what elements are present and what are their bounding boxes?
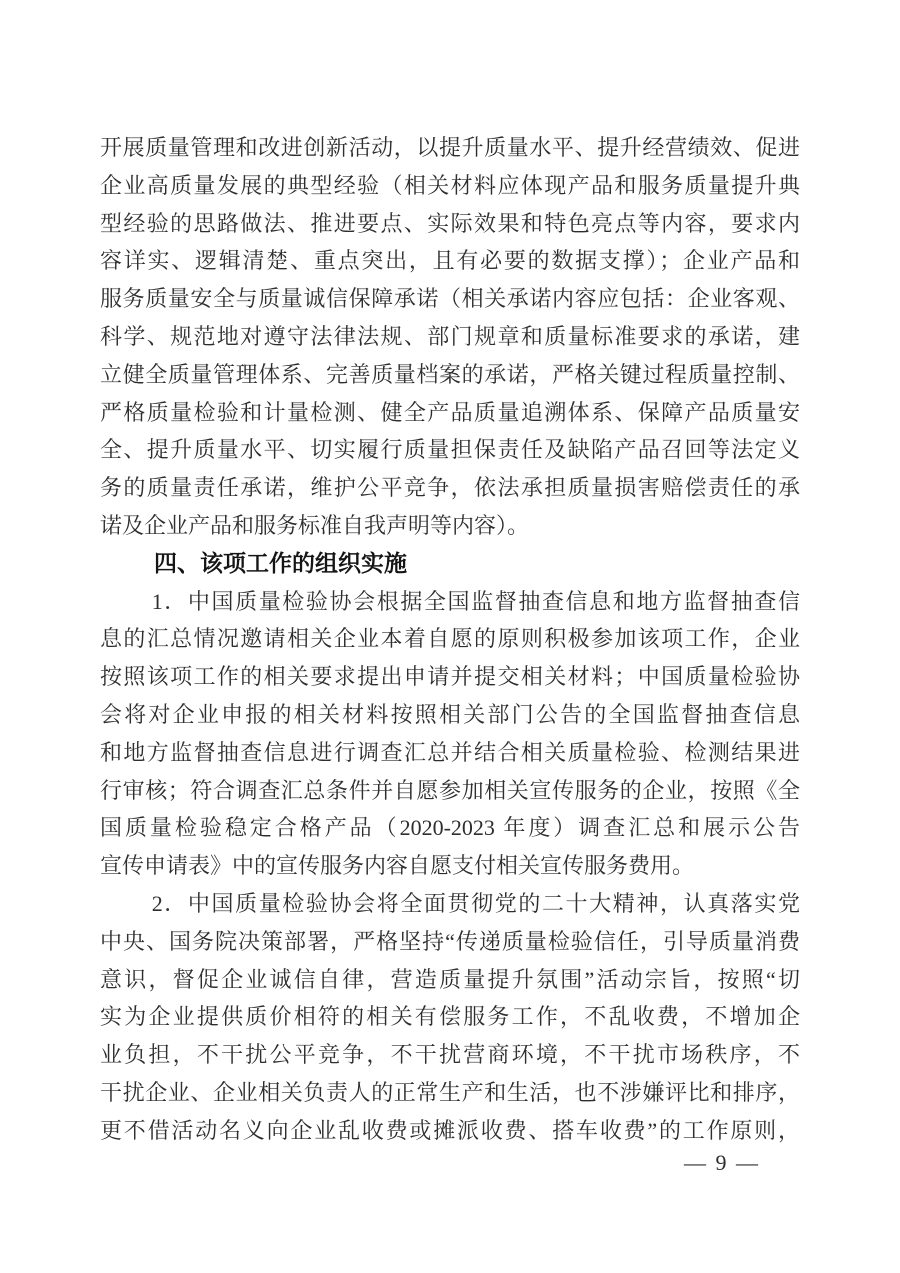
text-line: 服务质量安全与质量诚信保障承诺（相关承诺内容应包括：企业客观、	[100, 286, 800, 312]
text-line: 更不借活动名义向企业乱收费或摊派收费、搭车收费”的工作原则，	[100, 1117, 800, 1143]
text-line: 国质量检验稳定合格产品（2020-2023 年度）调查汇总和展示公告	[100, 815, 800, 841]
section-heading: 四、该项工作的组织实施	[154, 549, 408, 576]
text-line: 企业高质量发展的典型经验（相关材料应体现产品和服务质量提升典	[100, 172, 800, 198]
text-line: 诺及企业产品和服务标准自我声明等内容）。	[100, 512, 530, 538]
text-line: 会将对企业申报的相关材料按照相关部门公告的全国监督抽查信息	[100, 701, 800, 727]
text-line: 立健全质量管理体系、完善质量档案的承诺，严格关键过程质量控制、	[100, 361, 800, 387]
body-text	[100, 129, 800, 1150]
text-line: 和地方监督抽查信息进行调查汇总并结合相关质量检验、检测结果进	[100, 739, 800, 765]
text-line: 意识，督促企业诚信自律，营造质量提升氛围”活动宗旨，按照“切	[100, 966, 800, 992]
text-line: 实为企业提供质价相符的相关有偿服务工作，不乱收费，不增加企	[100, 1004, 800, 1030]
text-line: 型经验的思路做法、推进要点、实际效果和特色亮点等内容，要求内	[100, 210, 800, 236]
text-line: 1．中国质量检验协会根据全国监督抽查信息和地方监督抽查信	[151, 588, 800, 614]
text-line: 宣传申请表》中的宣传服务内容自愿支付相关宣传服务费用。	[100, 853, 695, 879]
text-line: 2．中国质量检验协会将全面贯彻党的二十大精神，认真落实党	[151, 890, 800, 916]
text-line: 严格质量检验和计量检测、健全产品质量追溯体系、保障产品质量安	[100, 399, 800, 425]
text-line: 行审核；符合调查汇总条件并自愿参加相关宣传服务的企业，按照《全	[100, 777, 800, 803]
text-line: 干扰企业、企业相关负责人的正常生产和生活，也不涉嫌评比和排序，	[100, 1079, 800, 1105]
text-line: 业负担，不干扰公平竞争，不干扰营商环境，不干扰市场秩序，不	[100, 1042, 800, 1068]
text-line: 科学、规范地对遵守法律法规、部门规章和质量标准要求的承诺，建	[100, 323, 800, 349]
page-number: — 9 —	[684, 1150, 760, 1175]
text-line: 容详实、逻辑清楚、重点突出，且有必要的数据支撑）；企业产品和	[100, 248, 800, 274]
text-line: 开展质量管理和改进创新活动，以提升质量水平、提升经营绩效、促进	[100, 135, 800, 160]
text-line: 按照该项工作的相关要求提出申请并提交相关材料；中国质量检验协	[100, 664, 800, 690]
text-line: 务的质量责任承诺，维护公平竞争，依法承担质量损害赔偿责任的承	[100, 475, 800, 501]
text-line: 中央、国务院决策部署，严格坚持“传递质量检验信任，引导质量消费	[100, 928, 800, 954]
text-line: 全、提升质量水平、切实履行质量担保责任及缺陷产品召回等法定义	[100, 437, 800, 463]
text-line: 息的汇总情况邀请相关企业本着自愿的原则积极参加该项工作，企业	[100, 626, 800, 652]
